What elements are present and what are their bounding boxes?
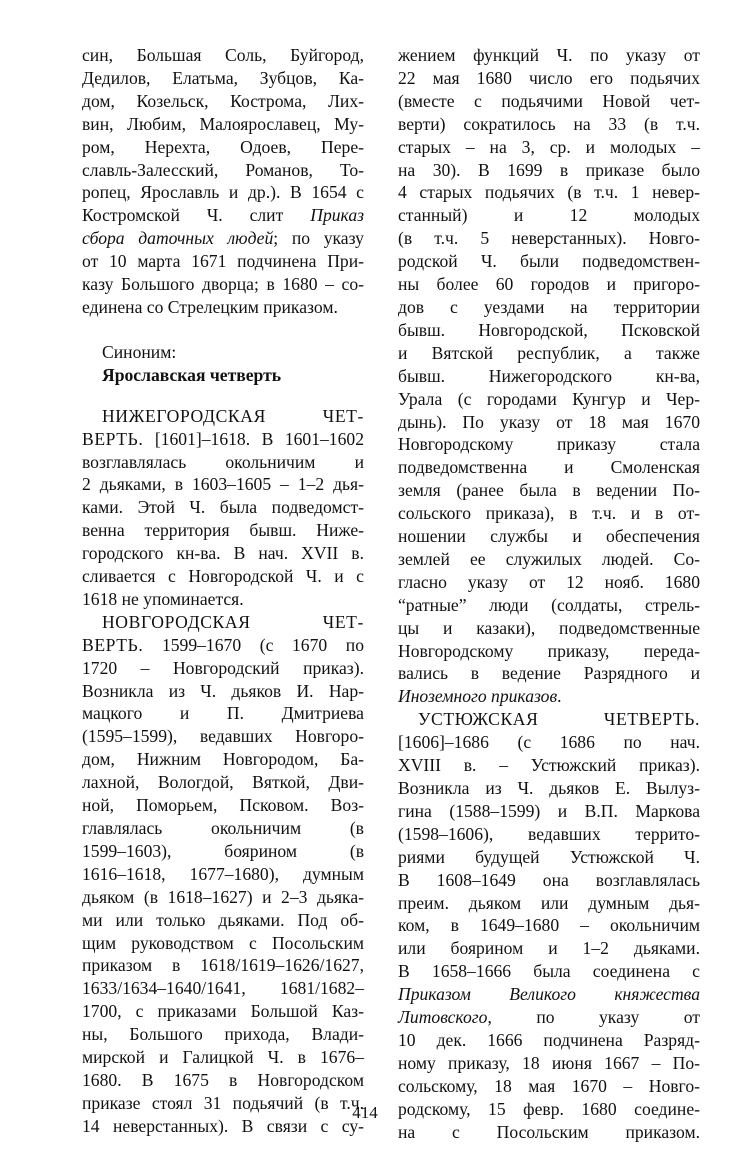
text-line: на 30). В 1699 в приказе было: [398, 159, 700, 180]
text-line: ны, Большого прихода, Влади-: [82, 1024, 364, 1045]
text-line: 2 дьяками, в 1603–1605 – 1–2 дья-: [82, 474, 364, 495]
synonym-term: Ярославская четверть: [102, 364, 282, 385]
italic-term: Приказ: [310, 205, 364, 226]
text-line: 22 мая 1680 число его подьячих: [398, 67, 700, 88]
text-line: приказе стоял 31 подьячий (в т.ч.: [82, 1092, 364, 1113]
text-line: бывш. Нижегородского кн-ва,: [398, 365, 700, 386]
text-line: главлялась окольничим (в: [82, 818, 364, 838]
text-line: дом, Нижним Новгородом, Ба-: [82, 749, 364, 770]
text-line: единена со Стрелецким приказом.: [82, 296, 338, 317]
text-line: 1680. В 1675 в Новгородском: [82, 1069, 364, 1090]
text-line: сольскому, 18 мая 1670 – Новго-: [398, 1075, 700, 1096]
text-line: [82, 227, 364, 250]
text-line: [398, 685, 700, 708]
text-line: Новгородскому приказу, переда-: [398, 640, 700, 661]
text-line: ношении службы и обеспечения: [398, 526, 700, 547]
italic-term: сбора даточных людей: [82, 228, 274, 249]
text-line: казу Большого дворца; в 1680 – со-: [82, 274, 364, 295]
text-line: 1599–1603), боярином (в: [82, 840, 364, 861]
text-line: жением функций Ч. по указу от: [398, 45, 700, 65]
entry-heading-cont: ВЕРТЬ.: [82, 634, 144, 655]
right-column: [398, 44, 700, 1144]
text-line: приказом в 1618/1619–1626/1627,: [82, 955, 364, 976]
entry-nizhny-novgorod: [82, 405, 364, 611]
italic-term: Литовского: [398, 1007, 488, 1028]
text-span: .: [557, 686, 562, 707]
text-line: ному приказу, 18 июня 1667 – По-: [398, 1052, 700, 1073]
text-line: вин, Любим, Малоярославец, Му-: [82, 113, 364, 134]
text-line: и Вятской республик, а также: [398, 342, 700, 363]
text-line: ной, Поморьем, Псковом. Воз-: [82, 795, 364, 816]
text-span: [1601]–1618. В 1601–1602: [143, 428, 364, 449]
left-column: [82, 44, 364, 1138]
text-line: [1606]–1686 (с 1686 по нач.: [398, 732, 700, 753]
text-line: “ратные” люди (солдаты, стрель-: [398, 594, 700, 615]
text-line: ми или только дьяками. Под об-: [82, 909, 364, 930]
text-line: Возникла из Ч. дьяков И. Нар-: [82, 680, 364, 701]
text-line: лахной, Вологдой, Вяткой, Дви-: [82, 772, 364, 793]
text-line: 14 неверстанных). В связи с су-: [82, 1115, 364, 1136]
text-line: (1595–1599), ведавших Новгоро-: [82, 726, 364, 747]
text-line: 1616–1618, 1677–1680), думным: [82, 863, 364, 884]
text-line: родскому, 15 февр. 1680 соедине-: [398, 1098, 700, 1119]
entry-heading: УСТЮЖСКАЯ ЧЕТВЕРТЬ.: [418, 709, 700, 730]
text-line: гина (1588–1599) и В.П. Маркова: [398, 800, 700, 821]
text-line: ропец, Ярославль и др.). В 1654 с: [82, 182, 364, 203]
intro-paragraph: [82, 44, 364, 319]
entry-novgorod-continued: [398, 44, 700, 708]
text-line: цы и казаки), подведомственные: [398, 617, 700, 638]
text-line: 1720 – Новгородский приказ).: [82, 657, 364, 678]
text-line: щим руководством с Посольским: [82, 932, 364, 953]
text-line: мирской и Галицкой Ч. в 1676–: [82, 1047, 364, 1068]
text-line: [82, 428, 364, 451]
text-span: , по указу от: [487, 1007, 700, 1028]
entry-novgorod: [82, 611, 364, 1138]
text-line: городского кн-ва. В нач. XVII в.: [82, 543, 364, 564]
text-line: от 10 марта 1671 подчинена При-: [82, 251, 364, 272]
text-line: станный) и 12 молодых: [398, 205, 700, 226]
text-line: син, Большая Соль, Буйгород,: [82, 45, 364, 65]
text-line: риями будущей Устюжской Ч.: [398, 846, 700, 867]
entry-ustyug: [398, 708, 700, 1143]
text-line: дынь). По указу от 18 мая 1670: [398, 411, 700, 432]
text-span: ; по указу: [273, 228, 364, 249]
text-line: 1700, с приказами Большой Каз-: [82, 1001, 364, 1022]
entry-heading-cont: ВЕРТЬ.: [82, 428, 144, 449]
text-line: родской Ч. были подведомствен-: [398, 251, 700, 272]
italic-term: Иноземного приказов: [398, 686, 558, 707]
text-line: [82, 204, 364, 227]
text-line: ром, Нерехта, Одоев, Пере-: [82, 136, 364, 157]
entry-heading: НОВГОРОДСКАЯ ЧЕТ-: [102, 611, 364, 632]
text-line: подведомственна и Смоленская: [398, 457, 700, 478]
text-line: [82, 634, 364, 657]
text-line: дом, Козельск, Кострома, Лих-: [82, 90, 364, 111]
text-line: земля (ранее была в ведении По-: [398, 480, 700, 501]
text-line: XVIII в. – Устюжский приказ).: [398, 755, 700, 776]
text-line: ны более 60 городов и пригоро-: [398, 274, 700, 295]
text-line: [398, 983, 700, 1006]
text-line: сливается с Новгородской Ч. и с: [82, 566, 364, 587]
text-line: верти) сократилось на 33 (в т.ч.: [398, 113, 700, 134]
text-line: бывш. Новгородской, Псковской: [398, 319, 700, 340]
text-line: (1598–1606), ведавших террито-: [398, 823, 700, 844]
text-line: ком, в 1649–1680 – окольничим: [398, 915, 700, 936]
text-line: венна территория бывш. Ниже-: [82, 520, 364, 541]
text-line: 1618 не упоминается.: [82, 588, 244, 609]
text-line: Урала (с городами Кунгур и Чер-: [398, 388, 700, 409]
text-line: Новгородскому приказу стала: [398, 434, 700, 455]
text-line: (вместе с подьячими Новой чет-: [398, 90, 700, 111]
text-line: землей ее служилых людей. Со-: [398, 548, 700, 569]
text-span: Костромской Ч. слит: [82, 205, 311, 226]
text-line: дов с уездами на территории: [398, 296, 700, 317]
text-line: В 1658–1666 была соединена с: [398, 961, 700, 982]
synonym-block: [82, 341, 364, 387]
text-line: или боярином и 1–2 дьяками.: [398, 938, 700, 959]
text-line: 4 старых подьячих (в т.ч. 1 невер-: [398, 182, 700, 203]
text-line: (в т.ч. 5 неверстанных). Новго-: [398, 228, 700, 249]
text-line: мацкого и П. Дмитриева: [82, 703, 364, 724]
text-line: сольского приказа), в т.ч. и в от-: [398, 503, 700, 524]
text-line: гласно указу от 12 нояб. 1680: [398, 571, 700, 592]
text-line: дьяком (в 1618–1627) и 2–3 дьяка-: [82, 886, 364, 907]
entry-heading: НИЖЕГОРОДСКАЯ ЧЕТ-: [102, 405, 364, 426]
text-line: преим. дьяком или думным дья-: [398, 892, 700, 913]
text-line: вались в ведение Разрядного и: [398, 663, 700, 684]
synonym-label: Синоним:: [102, 341, 177, 362]
text-line: Дедилов, Елатьма, Зубцов, Ка-: [82, 67, 364, 88]
text-line: ками. Этой Ч. была подведомст-: [82, 497, 364, 518]
text-line: 1633/1634–1640/1641, 1681/1682–: [82, 978, 364, 999]
text-line: 10 дек. 1666 подчинена Разряд-: [398, 1029, 700, 1050]
text-span: 1599–1670 (с 1670 по: [143, 634, 364, 655]
text-line: на с Посольским приказом.: [398, 1121, 700, 1142]
italic-term: Приказом Великого княжества: [398, 984, 700, 1005]
page-number: 414: [352, 1103, 378, 1122]
text-line: возглавлялась окольничим и: [82, 451, 364, 472]
text-line: Возникла из Ч. дьяков Е. Вылуз-: [398, 778, 700, 798]
text-line: славль-Залесский, Романов, То-: [82, 159, 364, 180]
text-line: старых – на 3, ср. и молодых –: [398, 136, 700, 157]
text-line: [398, 1006, 700, 1029]
text-line: В 1608–1649 она возглавлялась: [398, 869, 700, 890]
